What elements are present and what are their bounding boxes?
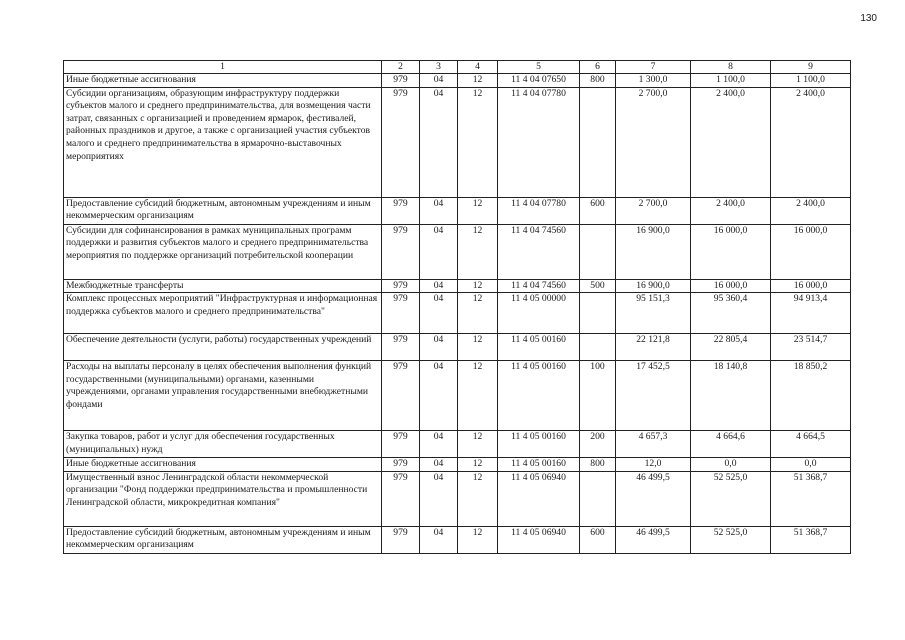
cell-col7: 46 499,5	[616, 471, 691, 526]
cell-col9: 18 850,2	[771, 361, 851, 431]
cell-col7: 2 700,0	[616, 87, 691, 197]
row-name: Иные бюджетные ассигнования	[64, 74, 382, 88]
cell-col2: 979	[382, 471, 420, 526]
cell-col7: 2 700,0	[616, 197, 691, 224]
cell-col8: 0,0	[691, 458, 771, 472]
table-row	[64, 526, 851, 553]
cell-col9: 2 400,0	[771, 197, 851, 224]
cell-col9: 2 400,0	[771, 87, 851, 197]
cell-col3: 04	[420, 471, 458, 526]
cell-col5: 11 4 04 74560	[498, 224, 580, 279]
row-name: Закупка товаров, работ и услуг для обеспечения государственных (муниципальных) нужд	[64, 431, 382, 458]
cell-col4: 12	[458, 293, 498, 334]
cell-col4: 12	[458, 197, 498, 224]
cell-col7: 4 657,3	[616, 431, 691, 458]
row-name: Иные бюджетные ассигнования	[64, 458, 382, 472]
row-name: Расходы на выплаты персоналу в целях обеспечения выполнения функций государственными (муниципальными) органами, казенными учреждениями, органами управления государственными внебюджетными фондами	[64, 361, 382, 431]
cell-col3: 04	[420, 334, 458, 361]
cell-col5: 11 4 04 74560	[498, 279, 580, 293]
table-row	[64, 471, 851, 526]
cell-col8: 1 100,0	[691, 74, 771, 88]
header-cell: 7	[616, 61, 691, 74]
cell-col7: 12,0	[616, 458, 691, 472]
budget-table	[63, 60, 851, 554]
cell-col3: 04	[420, 458, 458, 472]
cell-col8: 18 140,8	[691, 361, 771, 431]
cell-col4: 12	[458, 526, 498, 553]
cell-col4: 12	[458, 334, 498, 361]
cell-col5: 11 4 05 06940	[498, 471, 580, 526]
cell-col3: 04	[420, 361, 458, 431]
cell-col7: 1 300,0	[616, 74, 691, 88]
header-cell: 8	[691, 61, 771, 74]
row-name: Предоставление субсидий бюджетным, автономным учреждениям и иным некоммерческим организациям	[64, 526, 382, 553]
cell-col8: 52 525,0	[691, 471, 771, 526]
header-cell: 1	[64, 61, 382, 74]
cell-col8: 16 000,0	[691, 279, 771, 293]
cell-col2: 979	[382, 87, 420, 197]
cell-col5: 11 4 05 00160	[498, 334, 580, 361]
row-name: Субсидии для софинансирования в рамках муниципальных программ поддержки и развития субъектов малого и среднего предпринимательства мероприятия по поддержке организаций потребительской кооперации	[64, 224, 382, 279]
header-row	[64, 61, 851, 74]
table-row	[64, 334, 851, 361]
table-row	[64, 431, 851, 458]
cell-col8: 2 400,0	[691, 87, 771, 197]
cell-col6	[580, 87, 616, 197]
cell-col6: 800	[580, 74, 616, 88]
table-row	[64, 279, 851, 293]
cell-col5: 11 4 05 06940	[498, 526, 580, 553]
page-number: 130	[860, 13, 877, 24]
cell-col5: 11 4 05 00160	[498, 361, 580, 431]
table-row	[64, 224, 851, 279]
cell-col3: 04	[420, 87, 458, 197]
cell-col2: 979	[382, 224, 420, 279]
header-cell: 5	[498, 61, 580, 74]
cell-col9: 23 514,7	[771, 334, 851, 361]
cell-col9: 16 000,0	[771, 279, 851, 293]
cell-col2: 979	[382, 431, 420, 458]
cell-col3: 04	[420, 197, 458, 224]
cell-col2: 979	[382, 74, 420, 88]
cell-col2: 979	[382, 334, 420, 361]
cell-col8: 4 664,6	[691, 431, 771, 458]
cell-col7: 17 452,5	[616, 361, 691, 431]
cell-col2: 979	[382, 197, 420, 224]
cell-col6	[580, 471, 616, 526]
cell-col3: 04	[420, 279, 458, 293]
cell-col6: 500	[580, 279, 616, 293]
header-cell: 3	[420, 61, 458, 74]
cell-col7: 46 499,5	[616, 526, 691, 553]
cell-col9: 16 000,0	[771, 224, 851, 279]
cell-col6	[580, 293, 616, 334]
cell-col7: 16 900,0	[616, 224, 691, 279]
header-cell: 4	[458, 61, 498, 74]
table-row	[64, 458, 851, 472]
cell-col9: 51 368,7	[771, 471, 851, 526]
cell-col3: 04	[420, 74, 458, 88]
row-name: Субсидии организациям, образующим инфраструктуру поддержки субъектов малого и среднего предпринимательства, для возмещения части затрат, связанных с организацией и проведением ярмарок, фестивалей, районных праздников и другое, а также с организацией участия субъектов малого и среднего предпринимательства в ярмарочно-выставочных мероприятиях	[64, 87, 382, 197]
cell-col4: 12	[458, 431, 498, 458]
cell-col2: 979	[382, 361, 420, 431]
cell-col9: 1 100,0	[771, 74, 851, 88]
row-name: Комплекс процессных мероприятий "Инфраструктурная и информационная поддержка субъектов малого и среднего предпринимательства"	[64, 293, 382, 334]
cell-col5: 11 4 05 00160	[498, 458, 580, 472]
cell-col6: 800	[580, 458, 616, 472]
row-name: Предоставление субсидий бюджетным, автономным учреждениям и иным некоммерческим организациям	[64, 197, 382, 224]
cell-col5: 11 4 04 07780	[498, 87, 580, 197]
row-name: Имущественный взнос Ленинградской области некоммерческой организации "Фонд поддержки предпринимательства и промышленности Ленинградской области, микрокредитная компания"	[64, 471, 382, 526]
cell-col4: 12	[458, 458, 498, 472]
cell-col7: 22 121,8	[616, 334, 691, 361]
cell-col6: 100	[580, 361, 616, 431]
cell-col8: 2 400,0	[691, 197, 771, 224]
cell-col5: 11 4 04 07780	[498, 197, 580, 224]
cell-col9: 4 664,5	[771, 431, 851, 458]
table-row	[64, 293, 851, 334]
cell-col7: 16 900,0	[616, 279, 691, 293]
header-cell: 2	[382, 61, 420, 74]
cell-col4: 12	[458, 279, 498, 293]
cell-col9: 51 368,7	[771, 526, 851, 553]
cell-col5: 11 4 05 00000	[498, 293, 580, 334]
cell-col8: 22 805,4	[691, 334, 771, 361]
cell-col4: 12	[458, 74, 498, 88]
cell-col2: 979	[382, 526, 420, 553]
cell-col9: 94 913,4	[771, 293, 851, 334]
table-row	[64, 197, 851, 224]
cell-col6: 600	[580, 526, 616, 553]
cell-col2: 979	[382, 458, 420, 472]
cell-col8: 95 360,4	[691, 293, 771, 334]
cell-col2: 979	[382, 293, 420, 334]
cell-col4: 12	[458, 87, 498, 197]
row-name: Межбюджетные трансферты	[64, 279, 382, 293]
header-cell: 9	[771, 61, 851, 74]
cell-col4: 12	[458, 471, 498, 526]
cell-col4: 12	[458, 224, 498, 279]
cell-col6: 600	[580, 197, 616, 224]
cell-col3: 04	[420, 293, 458, 334]
cell-col2: 979	[382, 279, 420, 293]
cell-col6	[580, 224, 616, 279]
cell-col5: 11 4 04 07650	[498, 74, 580, 88]
cell-col8: 16 000,0	[691, 224, 771, 279]
cell-col3: 04	[420, 526, 458, 553]
cell-col6	[580, 334, 616, 361]
cell-col3: 04	[420, 224, 458, 279]
cell-col9: 0,0	[771, 458, 851, 472]
row-name: Обеспечение деятельности (услуги, работы) государственных учреждений	[64, 334, 382, 361]
cell-col5: 11 4 05 00160	[498, 431, 580, 458]
header-cell: 6	[580, 61, 616, 74]
table-row	[64, 87, 851, 197]
cell-col6: 200	[580, 431, 616, 458]
table-row	[64, 74, 851, 88]
table-row	[64, 361, 851, 431]
cell-col8: 52 525,0	[691, 526, 771, 553]
cell-col7: 95 151,3	[616, 293, 691, 334]
cell-col4: 12	[458, 361, 498, 431]
cell-col3: 04	[420, 431, 458, 458]
